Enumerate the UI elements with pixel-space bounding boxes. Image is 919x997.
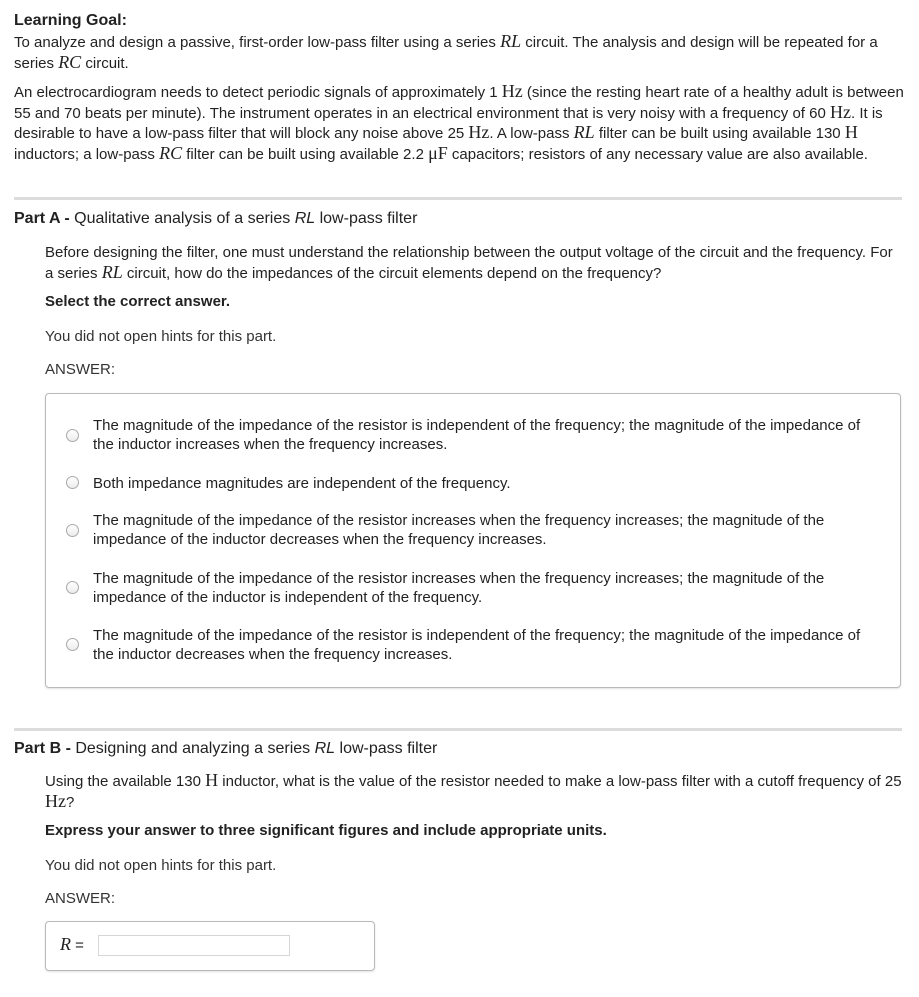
part-a-hint-status: You did not open hints for this part.	[45, 328, 277, 345]
choice-5-radio[interactable]	[66, 638, 79, 651]
choice-5-label[interactable]: The magnitude of the impedance of the resistor is independent of the frequency; the magnitude of the impedance of the inductor decreases when the frequency increases.	[93, 627, 861, 663]
part-b-title: Part B - Designing and analyzing a series RL low-pass filter	[14, 740, 438, 757]
resistance-input[interactable]	[98, 935, 290, 956]
part-a-choices	[45, 393, 901, 688]
choice-1-label[interactable]: The magnitude of the impedance of the resistor is independent of the frequency; the magnitude of the impedance of the inductor increases when the frequency increases.	[93, 417, 861, 453]
choice-2-label[interactable]: Both impedance magnitudes are independent of the frequency.	[93, 475, 511, 492]
choice-4-radio[interactable]	[66, 581, 79, 594]
part-b-answer-box	[45, 921, 375, 971]
resistance-input-label: R =	[60, 934, 84, 954]
part-b-hint-status: You did not open hints for this part.	[45, 857, 277, 874]
part-b-divider	[14, 728, 902, 731]
learning-goal-text: To analyze and design a passive, first-order low-pass filter using a series RL circuit. The analysis and design will be repeated for a series RC circuit.	[14, 31, 878, 72]
choice-3-label[interactable]: The magnitude of the impedance of the resistor increases when the frequency increases; the magnitude of the impedance of the inductor decreases when the frequency increases.	[93, 512, 825, 548]
part-a-answer-label: ANSWER:	[45, 361, 116, 378]
part-b-question: Using the available 130 H inductor, what is the value of the resistor needed to make a low-pass filter with a cutoff frequency of 25 Hz?	[45, 770, 902, 811]
part-b-instruction: Express your answer to three significant figures and include appropriate units.	[45, 822, 607, 839]
choice-4-label[interactable]: The magnitude of the impedance of the resistor increases when the frequency increases; the magnitude of the impedance of the inductor is independent of the frequency.	[93, 570, 825, 606]
choice-3-radio[interactable]	[66, 524, 79, 537]
part-a-instruction: Select the correct answer.	[45, 293, 231, 310]
part-a-title: Part A - Qualitative analysis of a series RL low-pass filter	[14, 210, 418, 227]
part-a-divider	[14, 197, 902, 200]
choice-1-radio[interactable]	[66, 429, 79, 442]
learning-goal-title: Learning Goal:	[14, 12, 127, 29]
part-b-answer-label: ANSWER:	[45, 890, 116, 907]
part-a-question: Before designing the filter, one must understand the relationship between the output voltage of the circuit and the frequency. For a series RL circuit, how do the impedances of the circuit elements depend on the frequency?	[45, 244, 893, 282]
problem-intro: An electrocardiogram needs to detect periodic signals of approximately 1 Hz (since the resting heart rate of a healthy adult is between 55 and 70 beats per minute). The instrument operates in an electrical environment that is very noisy with a frequency of 60 Hz. It is desirable to have a low-pass filter that will block any noise above 25 Hz. A low-pass RL filter can be built using available 130 H inductors; a low-pass RC filter can be built using available 2.2 μF capacitors; resistors of any necessary value are also available.	[14, 81, 904, 163]
choice-2-radio[interactable]	[66, 476, 79, 489]
